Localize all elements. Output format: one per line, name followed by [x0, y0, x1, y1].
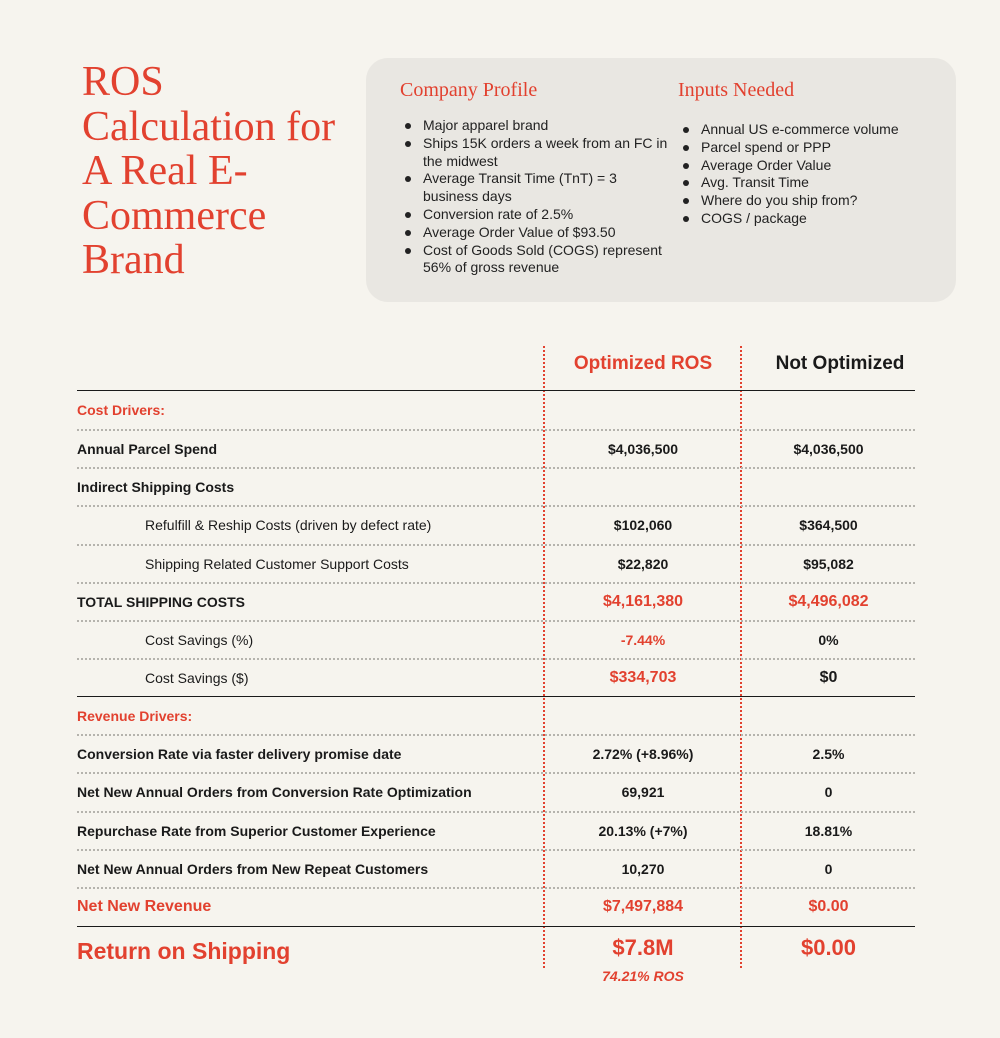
- list-item: Annual US e-commerce volume: [678, 121, 938, 139]
- optimized-value: -7.44%: [620, 632, 666, 649]
- optimized-value: $4,161,380: [602, 593, 684, 611]
- optimized-ros-value: $7.8M: [612, 935, 674, 960]
- not-optimized-value: 0: [824, 861, 833, 878]
- row-label: Shipping Related Customer Support Costs: [145, 556, 409, 573]
- not-optimized-value: $0.00: [808, 898, 849, 916]
- inputs-needed-section: [678, 78, 938, 228]
- table-row: [77, 583, 915, 621]
- optimized-value: $22,820: [617, 556, 669, 573]
- row-label: Net New Revenue: [77, 898, 212, 916]
- total-rule: [77, 926, 915, 927]
- not-optimized-value: $364,500: [799, 517, 858, 534]
- ros-percentage-note: 74.21% ROS: [602, 968, 684, 984]
- table-row: [77, 850, 915, 888]
- row-label: Cost Savings ($): [145, 670, 249, 687]
- not-optimized-value: $95,082: [803, 556, 854, 573]
- table-row: [77, 391, 915, 429]
- row-label: Net New Annual Orders from New Repeat Customers: [77, 861, 429, 878]
- inputs-needed-heading: Inputs Needed: [678, 79, 795, 101]
- row-label: Repurchase Rate from Superior Customer Experience: [77, 823, 436, 840]
- page-title: ROS Calculation for A Real E-Commerce Brand: [82, 59, 336, 283]
- row-label: TOTAL SHIPPING COSTS: [77, 594, 246, 611]
- table-row: [77, 468, 915, 506]
- table-row: [77, 506, 915, 544]
- not-optimized-value: $4,036,500: [793, 441, 864, 458]
- not-optimized-value: $4,496,082: [788, 593, 869, 611]
- row-label: Net New Annual Orders from Conversion Rate Optimization: [77, 784, 472, 801]
- list-item: COGS / package: [678, 210, 938, 228]
- table-row: [77, 812, 915, 850]
- row-label: Conversion Rate via faster delivery promise date: [77, 746, 402, 763]
- optimized-value: $4,036,500: [607, 441, 679, 458]
- company-profile-section: [400, 78, 670, 277]
- not-optimized-value: 0: [824, 784, 833, 801]
- row-label: Annual Parcel Spend: [77, 441, 218, 458]
- list-item: Average Order Value: [678, 157, 938, 175]
- return-on-shipping-label: Return on Shipping: [77, 938, 291, 964]
- inputs-needed-list: [678, 121, 938, 228]
- section-label: Cost Drivers:: [77, 402, 165, 419]
- optimized-value: $102,060: [613, 517, 673, 534]
- table-row: [77, 659, 915, 697]
- list-item: Conversion rate of 2.5%: [400, 206, 670, 224]
- not-optimized-column-header: Not Optimized: [775, 353, 905, 374]
- not-optimized-value: 18.81%: [804, 823, 853, 840]
- table-row: [77, 773, 915, 811]
- section-label: Revenue Drivers:: [77, 708, 193, 725]
- table-row: [77, 888, 915, 926]
- row-label: Indirect Shipping Costs: [77, 479, 235, 496]
- table-row: [77, 697, 915, 735]
- list-item: Major apparel brand: [400, 117, 670, 135]
- not-optimized-value: 2.5%: [812, 746, 845, 763]
- optimized-value: $7,497,884: [602, 898, 684, 916]
- company-profile-list: [400, 117, 670, 277]
- list-item: Parcel spend or PPP: [678, 139, 938, 157]
- optimized-value: 20.13% (+7%): [598, 823, 688, 840]
- list-item: Where do you ship from?: [678, 192, 938, 210]
- table-row: [77, 430, 915, 468]
- optimized-value: 69,921: [621, 784, 665, 801]
- list-item: Avg. Transit Time: [678, 174, 938, 192]
- company-profile-heading: Company Profile: [400, 79, 538, 101]
- list-item: Average Order Value of $93.50: [400, 224, 670, 242]
- table-row: [77, 735, 915, 773]
- return-on-shipping-row: [77, 930, 915, 984]
- row-label: Refulfill & Reship Costs (driven by defect rate): [145, 517, 432, 534]
- not-optimized-ros-value: $0.00: [800, 935, 857, 960]
- table-row: [77, 545, 915, 583]
- optimized-column-header: Optimized ROS: [573, 353, 713, 374]
- optimized-value: 2.72% (+8.96%): [592, 746, 694, 763]
- list-item: Average Transit Time (TnT) = 3 business days: [400, 170, 670, 206]
- not-optimized-value: 0%: [818, 632, 839, 649]
- row-label: Cost Savings (%): [145, 632, 254, 649]
- optimized-value: $334,703: [609, 669, 677, 687]
- list-item: Cost of Goods Sold (COGS) represent 56% of gross revenue: [400, 242, 670, 278]
- optimized-value: 10,270: [621, 861, 665, 878]
- table-row: [77, 621, 915, 659]
- list-item: Ships 15K orders a week from an FC in the midwest: [400, 135, 670, 171]
- company-profile-card: [366, 58, 956, 302]
- not-optimized-value: $0: [819, 669, 838, 687]
